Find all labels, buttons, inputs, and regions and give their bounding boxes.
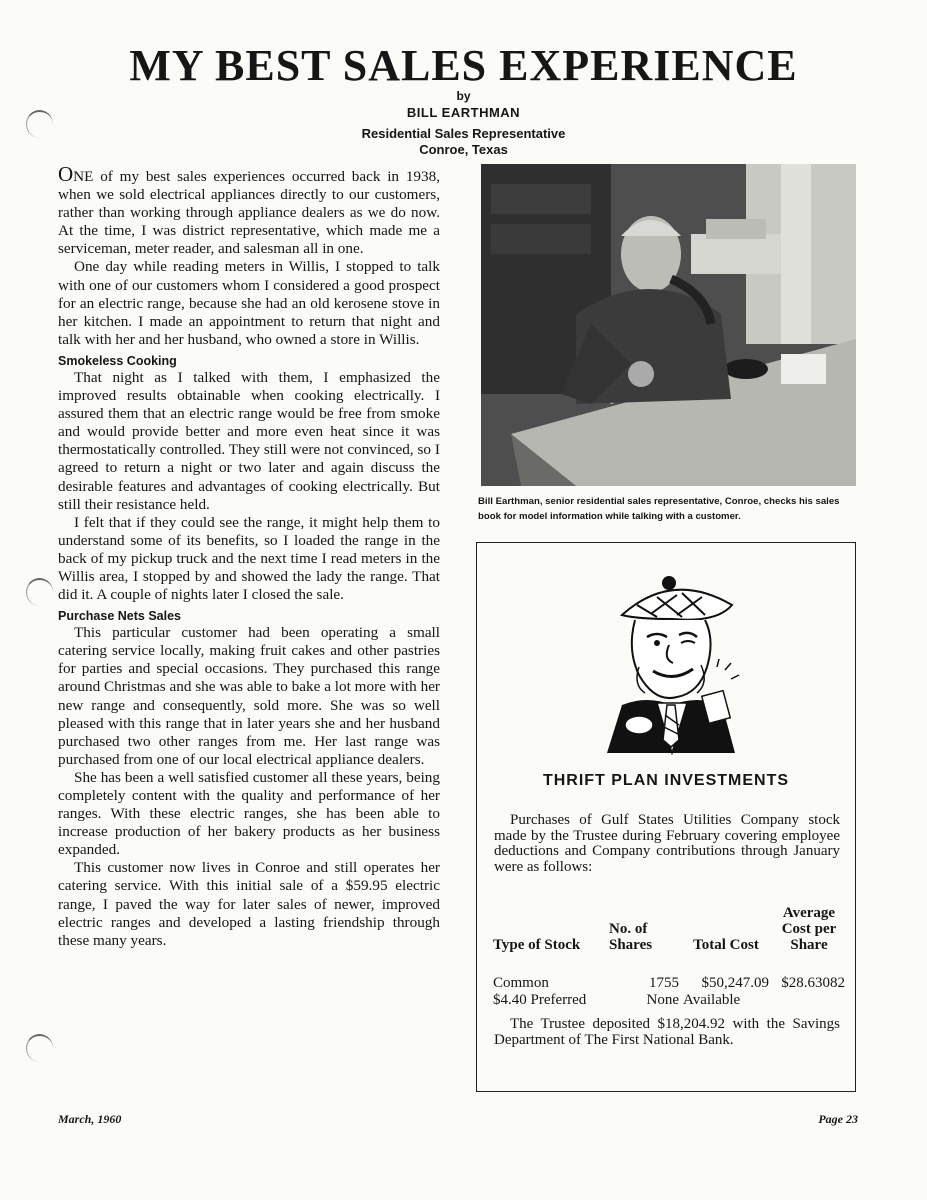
table-row bbox=[493, 992, 849, 1009]
table-cell: Available bbox=[683, 992, 741, 1008]
photo-bill-earthman bbox=[481, 164, 856, 486]
punch-hole-bottom bbox=[26, 1034, 53, 1062]
table-cell: Common bbox=[493, 975, 549, 991]
subheading-smokeless-cooking: Smokeless Cooking bbox=[58, 353, 177, 368]
thrift-plan-deposit: The Trustee deposited $18,204.92 with the Savings Department of The First National Bank. bbox=[494, 1016, 840, 1048]
table-header-row bbox=[493, 905, 849, 975]
table-cell: None bbox=[646, 992, 679, 1008]
thrift-plan-box bbox=[476, 542, 856, 1092]
author-role: Residential Sales Representative bbox=[361, 126, 566, 141]
photo-caption: Bill Earthman, senior residential sales representative, Conroe, checks his sales book for model information while talking with a customer. bbox=[478, 496, 840, 522]
paragraph-2: One day while reading meters in Willis, I stopped to talk with one of our customers whom I considered a good prospect for an electric range, because she had an old kerosene stove in her kitchen. I made an appointment to return that night and talk with her and her husband, who owned a store in Willis. bbox=[58, 258, 440, 348]
paragraph-1: ONE of my best sales experiences occurred back in 1938, when we sold electrical appliances directly to our customers, rather than working through appliance dealers as we do now. At the time, I was district representative, which made me a serviceman, meter reader, and salesman all in one. bbox=[58, 162, 440, 258]
thrift-plan-intro: Purchases of Gulf States Utilities Company stock made by the Trustee during February covering employee deductions and Company contributions through January were as follows: bbox=[494, 812, 840, 875]
table-cell: $28.63082 bbox=[781, 975, 845, 991]
column-header: Type of Stock bbox=[493, 937, 581, 953]
paragraph-5: This particular customer had been operating a small catering service locally, making fruit cakes and other pastries for parties and special occasions. They purchased this range around Christmas and she was able to bake a lot more with her new range and consequently, sold more. She was so well pleased with this range that in later years she and her husband purchased two other ranges from me. Her last range was purchased from one of our local electrical appliance dealers. bbox=[58, 624, 440, 768]
column-header: Average Cost per Share bbox=[781, 905, 837, 953]
paragraph-3: That night as I talked with them, I emphasized the improved results obtainable when cooking electrically. I assured them that an electric range would be free from smoke and would provide better and more even heat since it was thermostatically controlled. They still were not convinced, so I agreed to return a night or two later and again discuss the desirable features and advantages of cooking electrically. But still their resistance held. bbox=[58, 368, 440, 513]
scotsman-cartoon-icon bbox=[597, 575, 747, 755]
table-cell: $4.40 Preferred bbox=[493, 992, 587, 1008]
table-cell: $50,247.09 bbox=[701, 975, 769, 991]
paragraph-4: I felt that if they could see the range, it might help them to understand some of its benefits, so I loaded the range in the back of my pickup truck and the next time I read meters in the Willis area, I stopped by and showed the lady the range. That did it. A couple of nights later I closed the sale. bbox=[58, 513, 440, 604]
drop-cap: O bbox=[58, 162, 74, 186]
author-location: Conroe, Texas bbox=[419, 142, 508, 157]
table-cell: 1755 bbox=[649, 975, 679, 991]
footer-page-number: Page 23 bbox=[818, 1112, 858, 1126]
table-row bbox=[493, 975, 849, 992]
article-body bbox=[58, 162, 440, 950]
footer-date: March, 1960 bbox=[58, 1112, 122, 1126]
table-cell bbox=[773, 992, 849, 1009]
paragraph-6: She has been a well satisfied customer all these years, being completely content with the quality and performance of her ranges. With these electric ranges, she has been able to increase production of her bakery products as her business expanded. bbox=[58, 768, 440, 859]
stock-purchases-table bbox=[493, 905, 849, 1009]
thrift-plan-title: THRIFT PLAN INVESTMENTS bbox=[542, 772, 790, 789]
paragraph-7: This customer now lives in Conroe and still operates her catering service. With this initial sale of a $59.95 electric range, I paved the way for later sales of newer, improved electric ranges and developed a lasting friendship through these many years. bbox=[58, 859, 440, 949]
author-name: BILL EARTHMAN bbox=[406, 105, 521, 120]
punch-hole-middle bbox=[26, 578, 53, 606]
subheading-purchase-nets-sales: Purchase Nets Sales bbox=[58, 609, 181, 624]
column-header: No. of Shares bbox=[609, 921, 653, 953]
column-header: Total Cost bbox=[693, 937, 759, 953]
byline-by: by bbox=[456, 89, 471, 103]
article-title: MY BEST SALES EXPERIENCE bbox=[129, 41, 798, 90]
